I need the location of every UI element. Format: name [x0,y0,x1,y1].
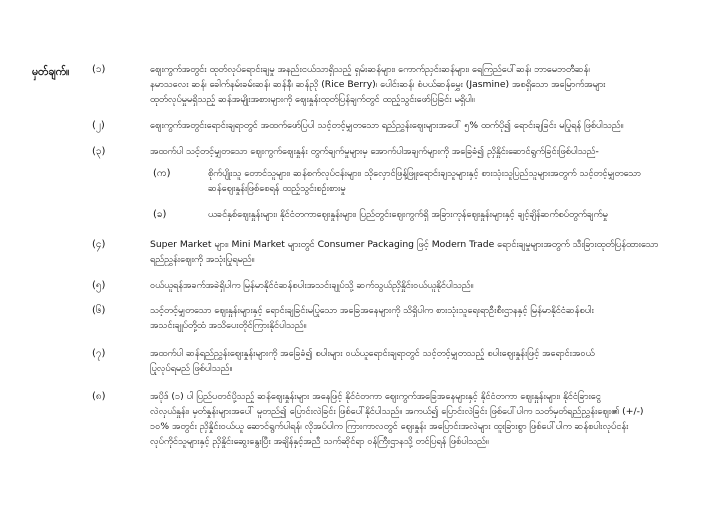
sub-item-text [208,166,680,196]
item-number: (၆) [92,305,106,316]
text-line: ဈေးကွက်အတွင်းရောင်းချရာတွင် အထက်ဖော်ပြပါ သင့်တင့်မျှတသော ရည်ညွှန်းဈေးများအပေါ် ၅% ထက်ပို၍ ရောင်းချခြင်း မပြုရန် ဖြစ်ပါသည်။ [150,120,624,131]
text-line: ဆန်ဈေးနှုန်းဖြစ်စေရန် ထည့်သွင်းစဉ်းစားမှု [208,183,346,194]
text-line: အထက်ပါ ဆန်ရည်ညွှန်းဈေးနှုန်းများကို အခြေခံ၍ စပါးများ ဝယ်ယူရောင်းချရာတွင် သင့်တင့်မျှတသည့် စပါးဈေးနှုန်းဖြင့် အရောင်းအဝယ် [150,348,595,359]
text-line: ရည်ညွှန်းဈေးကို အသုံးပြုရမည်။ [150,254,255,265]
item-text [150,144,680,159]
item-number: (၇) [92,348,106,359]
item-text [150,346,680,376]
item-number: (၄) [92,239,106,250]
note-heading: မှတ်ချက်။ [32,66,70,78]
item-number: (၁) [92,64,106,75]
text-line: လုပ်ကိုင်သူများနှင့် ညှိနှိုင်းဆွေးနွေးပြီး အချိန်နှင့်အညီ သက်ဆိုင်ရာ ဝန်ကြီးဌာနသို့ တင်ပြရန် ဖြစ်ပါသည်။ [150,436,489,447]
text-line: အထက်ပါ သင့်တင့်မျှတသော ဈေးကွက်ဈေးနှုန်း တွက်ချက်မှုများမှ အောက်ပါအချက်များကို အခြေခံ၍ ညှိနှိုင်းဆောင်ရွက်ခြင်းဖြစ်ပါသည်- [150,146,599,157]
text-line: စိုက်ပျိုးသူ တောင်သူများ၊ ဆန်စက်လုပ်ငန်းများ၊ သိုလှောင်ဖြန့်ဖြူးရောင်းချသူများနှင့် စားသုံးသူပြည်သူများအတွက် သင့်တင့်မျှတသော [208,168,641,179]
sub-item-number: (က) [153,168,171,179]
item-text [150,278,680,293]
item-text [150,118,680,133]
text-line: နမာသလေး ဆန်၊ ခေါက်နမ်းခမ်းဆန်၊ ဆန်နီ၊ ဆန်ညို (Rice Berry)၊ ပေါင်းဆန်၊ စံပယ်ဆန်မွှေး (Jasmine) အစရှိသော အမြောက်အများ [150,79,606,90]
item-number: (၅) [92,280,106,291]
text-line: အသင်းချုပ်တို့ထံ အသိပေးတိုင်ကြားနိုင်ပါသည်။ [150,320,307,331]
text-line: ယခင်နှစ်ဈေးနှုန်းများ၊ နိုင်ငံတကာဈေးနှုန်းများ၊ ပြည်တွင်းဈေးကွက်ရှိ အခြားကုန်ဈေးနှုန်းများနှင့် ချင့်ချိန်ဆက်စပ်တွက်ချက်မှု [208,209,608,220]
text-line: Super Market များ၊ Mini Market များတွင် Consumer Packaging ဖြင့် Modern Trade ရောင်းချမှုများအတွက် သီးခြားထုတ်ပြန်ထားသော [150,239,659,250]
text-line: ပြုလုပ်ရမည် ဖြစ်ပါသည်။ [150,363,233,374]
text-line: သင့်တင့်မျှတသော ဈေးနှုန်းများနှင့် ရောင်းချခြင်းမပြုသော အခြေအနေများကို သိရှိပါက စားသုံးသူရေးရာဦးစီးဌာနနှင့် မြန်မာနိုင်ငံဆန်စပါး [150,305,594,316]
item-number: (၈) [92,391,106,402]
text-line: အပိုဒ် (၁) ပါ ပြည်ပတင်ပို့သည့် ဆန်ဈေးနှုန်းများ အနေဖြင့် နိုင်ငံတကာ ဈေးကွက်အခြေအနေများနှင့် နိုင်ငံတကာ ဈေးနှုန်းများ၊ နိုင်ငံခြားငွေ [150,391,601,402]
item-number: (၃) [92,146,106,157]
sub-item-text [208,207,680,222]
text-line: ၁၀% အတွင်း ညှိနှိုင်းဝယ်ယူ ဆောင်ရွက်ပါရန်၊ လိုအပ်ပါက ကြားကာလတွင် ဈေးနှုန်း အပြောင်းအလဲများ ထူးခြားစွာ ဖြစ်ပေါ်ပါက ဆန်စပါးလုပ်ငန်း [150,421,629,432]
text-line: လဲလှယ်နှုန်း၊ မှတ်နှုန်းများအပေါ် မူတည်၍ ပြောင်းလဲခြင်း ဖြစ်ပေါ်နိုင်ပါသည်။ အကယ်၍ ပြောင်းလဲခြင်း ဖြစ်ပေါ်ပါက သတ်မှတ်ရည်ညွှန်းဈေး၏ (+/-) [150,406,644,417]
text-line: ဈေးကွက်အတွင်း ထုတ်လုပ်ရောင်းချမှု အနည်းငယ်သာရှိသည့် ရှမ်းဆန်များ၊ ကောက်ညှင်းဆန်များ၊ ရေကြည်ပေါ်ဆန်၊ ဘာမေဘတီဆန်၊ [150,64,590,75]
sub-item-number: (ခ) [153,209,167,220]
item-number: (၂) [92,120,105,131]
item-text [150,389,680,449]
text-line: ဝယ်ယူရန်အခက်အခဲရှိပါက မြန်မာနိုင်ငံဆန်စပါးအသင်းချုပ်သို့ ဆက်သွယ်ညှိနှိုင်းဝယ်ယူနိုင်ပါသည်။ [150,280,474,291]
text-line: ထုတ်လုပ်မှုမရှိသည့် ဆန်အမျိုးအစားများကို ဈေးနှုန်းထုတ်ပြန်ချက်တွင် ထည့်သွင်းဖော်ပြခြင်း မရှိပါ။ [150,94,475,105]
item-text [150,237,680,267]
item-text [150,303,680,333]
item-text [150,62,680,107]
